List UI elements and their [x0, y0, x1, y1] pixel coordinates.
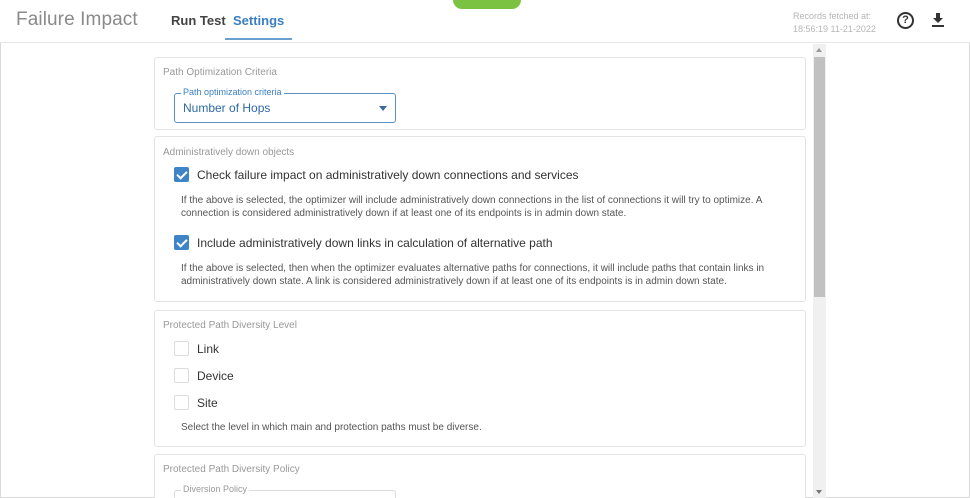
- checkbox-unchecked-icon[interactable]: [174, 368, 189, 383]
- scroll-thumb[interactable]: [814, 57, 825, 297]
- card-diversity-level: [154, 310, 806, 447]
- checkbox-checked-icon[interactable]: [174, 235, 189, 250]
- checkbox-unchecked-icon[interactable]: [174, 341, 189, 356]
- tab-settings[interactable]: Settings: [225, 13, 292, 40]
- checkbox-label: Include administratively down links in calculation of alternative path: [197, 235, 553, 250]
- card-path-optimization: [154, 57, 806, 130]
- checkbox-label: Site: [197, 395, 218, 410]
- card-title: Administratively down objects: [163, 147, 295, 158]
- card-title: Protected Path Diversity Policy: [163, 464, 300, 475]
- help-text: [181, 262, 781, 288]
- diversion-policy-select[interactable]: [174, 484, 396, 498]
- help-line: If the above is selected, then when the optimizer evaluates alternative paths for connections, it will include paths that contain links in: [181, 263, 765, 274]
- checkbox-admin-down-links[interactable]: [174, 235, 553, 250]
- help-text: [181, 194, 781, 220]
- records-label: Records fetched at:: [793, 11, 872, 21]
- select-label: Diversion Policy: [183, 484, 248, 494]
- help-line: If the above is selected, the optimizer will include administratively down connections in the list of connections it will try to optimize. A: [181, 195, 763, 206]
- scroll-up-arrow-icon[interactable]: [816, 48, 822, 52]
- help-line: connection is considered administratively down if at least one of its endpoints is in admin down state.: [181, 208, 627, 219]
- header: [0, 0, 970, 43]
- vertical-scrollbar[interactable]: [813, 44, 826, 498]
- help-line: administratively down state. A link is considered administratively down if at least one of its endpoints is in admin down state.: [181, 276, 727, 287]
- settings-content: [0, 44, 812, 498]
- card-title: Path Optimization Criteria: [163, 67, 277, 78]
- checkbox-link[interactable]: [174, 341, 219, 356]
- app-title: Failure Impact: [16, 9, 138, 30]
- status-indicator: [453, 0, 521, 9]
- records-fetched: [793, 10, 876, 36]
- checkbox-label: Device: [197, 368, 234, 383]
- scroll-down-arrow-icon[interactable]: [816, 490, 822, 494]
- checkbox-unchecked-icon[interactable]: [174, 395, 189, 410]
- checkbox-admin-down-connections[interactable]: [174, 167, 579, 182]
- card-admin-down: [154, 136, 806, 302]
- tab-run-test[interactable]: Run Test: [171, 13, 226, 28]
- select-value: Number of Hops: [183, 101, 271, 115]
- chevron-down-icon: [379, 106, 387, 111]
- checkbox-checked-icon[interactable]: [174, 167, 189, 182]
- help-text: Select the level in which main and protection paths must be diverse.: [181, 422, 482, 433]
- records-time: 18:56:19 11-21-2022: [793, 24, 876, 34]
- card-diversity-policy: [154, 454, 806, 498]
- checkbox-device[interactable]: [174, 368, 234, 383]
- path-optimization-select[interactable]: [174, 87, 396, 123]
- help-circle-icon[interactable]: ?: [897, 12, 914, 29]
- select-label: Path optimization criteria: [183, 87, 282, 97]
- checkbox-site[interactable]: [174, 395, 218, 410]
- checkbox-label: Check failure impact on administratively down connections and services: [197, 167, 579, 182]
- download-icon[interactable]: [931, 12, 945, 28]
- checkbox-label: Link: [197, 341, 220, 356]
- card-title: Protected Path Diversity Level: [163, 320, 297, 331]
